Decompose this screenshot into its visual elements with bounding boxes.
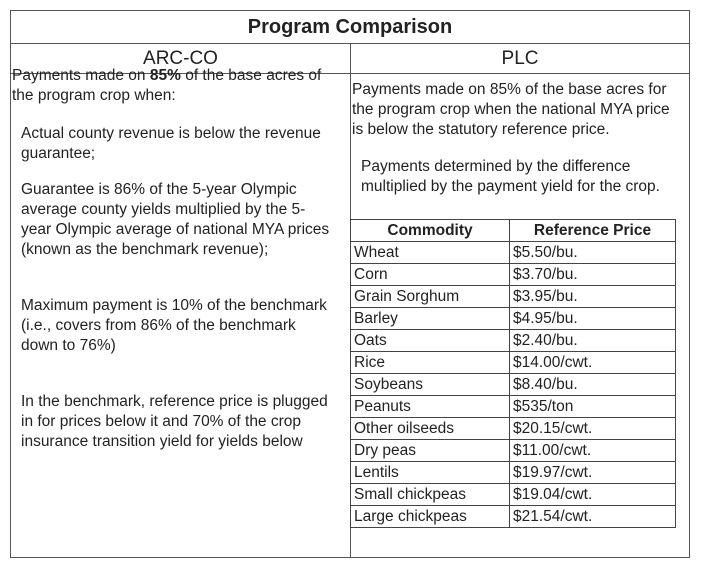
table-row xyxy=(351,396,676,418)
commodity-cell: Other oilseeds xyxy=(351,418,510,440)
commodity-cell: Wheat xyxy=(351,242,510,264)
table-row xyxy=(351,462,676,484)
price-cell: $5.50/bu. xyxy=(510,242,676,264)
arc-intro-post: of the base acres of the program crop when: xyxy=(12,67,322,104)
price-cell: $4.95/bu. xyxy=(510,308,676,330)
commodity-cell: Small chickpeas xyxy=(351,484,510,506)
commodity-header: Commodity xyxy=(351,220,510,242)
price-cell: $21.54/cwt. xyxy=(510,506,676,528)
table-row xyxy=(351,330,676,352)
table-row xyxy=(351,440,676,462)
arc-condition-revenue: Actual county revenue is below the revenue guarantee; xyxy=(21,125,321,162)
plc-heading: PLC xyxy=(351,44,689,74)
price-cell: $2.40/bu. xyxy=(510,330,676,352)
page-title: Program Comparison xyxy=(11,11,689,44)
arc-co-column xyxy=(12,66,334,452)
price-cell: $535/ton xyxy=(510,396,676,418)
table-row xyxy=(351,264,676,286)
table-row xyxy=(351,484,676,506)
commodity-cell: Peanuts xyxy=(351,396,510,418)
plc-column xyxy=(352,80,674,197)
table-row xyxy=(351,242,676,264)
table-row xyxy=(351,418,676,440)
arc-co-heading: ARC-CO xyxy=(11,44,351,74)
table-row xyxy=(351,352,676,374)
commodity-cell: Barley xyxy=(351,308,510,330)
price-cell: $11.00/cwt. xyxy=(510,440,676,462)
arc-intro-pre: Payments made on xyxy=(12,67,150,84)
table-row xyxy=(351,506,676,528)
commodity-cell: Large chickpeas xyxy=(351,506,510,528)
table-header-row xyxy=(351,220,676,242)
commodity-cell: Lentils xyxy=(351,462,510,484)
table-row xyxy=(351,374,676,396)
reference-price-header: Reference Price xyxy=(510,220,676,242)
commodity-cell: Oats xyxy=(351,330,510,352)
commodity-cell: Rice xyxy=(351,352,510,374)
table-row xyxy=(351,286,676,308)
commodity-cell: Dry peas xyxy=(351,440,510,462)
price-cell: $14.00/cwt. xyxy=(510,352,676,374)
arc-benchmark-note: In the benchmark, reference price is plugged in for prices below it and 70% of the crop insurance transition yield for yields below xyxy=(21,393,328,450)
arc-guarantee: Guarantee is 86% of the 5-year Olympic average county yields multiplied by the 5-year Olympic average of national MYA prices (known as the benchmark revenue); xyxy=(21,181,330,258)
commodity-cell: Grain Sorghum xyxy=(351,286,510,308)
price-cell: $20.15/cwt. xyxy=(510,418,676,440)
price-cell: $19.97/cwt. xyxy=(510,462,676,484)
commodity-cell: Corn xyxy=(351,264,510,286)
reference-price-table xyxy=(350,219,676,528)
arc-max-payment: Maximum payment is 10% of the benchmark (i.e., covers from 86% of the benchmark down to 76%) xyxy=(21,297,327,354)
arc-intro xyxy=(12,66,334,106)
price-cell: $3.70/bu. xyxy=(510,264,676,286)
plc-payment-determination: Payments determined by the difference multiplied by the payment yield for the crop. xyxy=(361,158,660,195)
arc-intro-bold: 85% xyxy=(149,67,181,84)
table-row xyxy=(351,308,676,330)
price-cell: $8.40/bu. xyxy=(510,374,676,396)
price-cell: $19.04/cwt. xyxy=(510,484,676,506)
plc-intro: Payments made on 85% of the base acres for the program crop when the national MYA price is below the statutory reference price. xyxy=(352,81,670,138)
price-cell: $3.95/bu. xyxy=(510,286,676,308)
commodity-cell: Soybeans xyxy=(351,374,510,396)
